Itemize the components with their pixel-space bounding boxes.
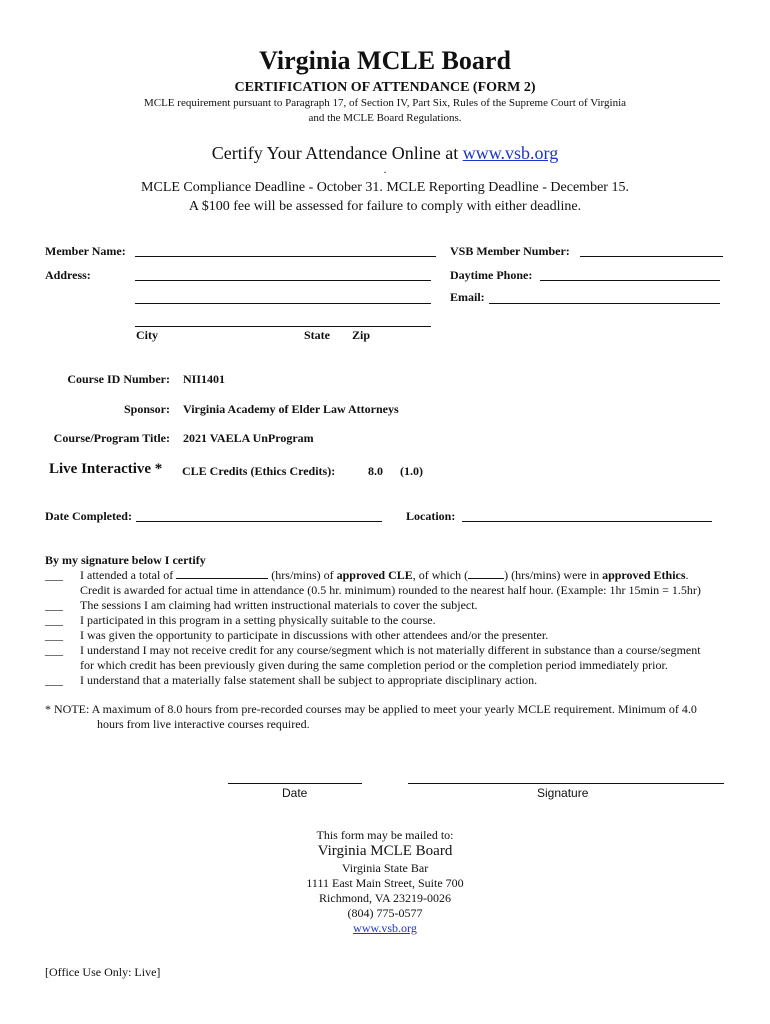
location-field[interactable] (462, 521, 712, 522)
sponsor-value: Virginia Academy of Elder Law Attorneys (183, 402, 399, 416)
deadline-line-2: A $100 fee will be assessed for failure to comply with either deadline. (188, 199, 582, 214)
certify-item-6: I understand that a materially false statement shall be subject to appropriate disciplinary action. (80, 673, 538, 687)
mail-line-2: 1111 East Main Street, Suite 700 (306, 876, 464, 890)
vsb-link[interactable]: www.vsb.org (462, 143, 559, 163)
certify-item-1-g: . (685, 568, 689, 582)
separator-dot: . (383, 164, 387, 176)
certify-item-5: I understand I may not receive credit for any course/segment which is not materially different in substance than a course/segment (80, 643, 701, 657)
certify-item-1-continued: Credit is awarded for actual time in attendance (0.5 hr. minimum) rounded to the nearest half hour. (Example: 1hr 15min = 1.5hr) (80, 583, 701, 597)
member-name-field[interactable] (135, 256, 436, 257)
member-name-label: Member Name: (45, 244, 126, 258)
checkbox-blank-4[interactable]: ___ (45, 628, 63, 642)
online-certify-text: Certify Your Attendance Online at (211, 143, 459, 163)
mail-line-3: Richmond, VA 23219-0026 (319, 891, 451, 905)
form-title: CERTIFICATION OF ATTENDANCE (FORM 2) (234, 80, 536, 95)
daytime-phone-field[interactable] (540, 280, 720, 281)
certify-item-3: I participated in this program in a setting physically suitable to the course. (80, 613, 436, 627)
certify-item-1-b: (hrs/mins) of (271, 568, 334, 582)
checkbox-blank-5[interactable]: ___ (45, 643, 63, 657)
daytime-phone-label: Daytime Phone: (450, 268, 533, 282)
office-use-note: [Office Use Only: Live] (45, 965, 161, 979)
ethics-credits-value: (1.0) (400, 464, 423, 478)
credits-value: 8.0 (368, 464, 383, 478)
requirement-line-2: and the MCLE Board Regulations. (308, 112, 462, 124)
vsb-number-label: VSB Member Number: (450, 244, 570, 258)
course-title-label: Course/Program Title: (53, 431, 170, 445)
ethics-hours-field[interactable] (468, 568, 504, 579)
certify-item-1-d: , of which ( (412, 568, 469, 582)
location-label: Location: (406, 509, 456, 523)
mail-line-1: Virginia State Bar (341, 861, 429, 875)
address-label: Address: (45, 268, 91, 282)
address-line-1-field[interactable] (135, 280, 431, 281)
date-completed-field[interactable] (136, 521, 382, 522)
certify-item-2: The sessions I am claiming had written instructional materials to cover the subject. (80, 598, 478, 612)
signature-field[interactable] (408, 783, 724, 784)
address-line-2-field[interactable] (135, 303, 431, 304)
email-field[interactable] (489, 303, 720, 304)
zip-label: Zip (352, 328, 371, 342)
sponsor-label: Sponsor: (123, 402, 170, 416)
online-certify (0, 143, 770, 164)
mail-web-link[interactable]: www.vsb.org (353, 921, 417, 935)
checkbox-blank-3[interactable]: ___ (45, 613, 63, 627)
email-label: Email: (450, 290, 485, 304)
certify-item-1-f: approved Ethics (602, 568, 686, 582)
note-line-1: * NOTE: A maximum of 8.0 hours from pre-recorded courses may be applied to meet your yearly MCLE requirement. Minimum of 4.0 (45, 702, 697, 716)
course-id-value: NII1401 (183, 372, 226, 386)
signature-label: Signature (537, 786, 589, 800)
course-title-value: 2021 VAELA UnProgram (183, 431, 314, 445)
city-label: City (136, 328, 158, 342)
date-completed-label: Date Completed: (45, 509, 132, 523)
note-line-2: hours from live interactive courses required. (97, 717, 310, 731)
signature-date-label: Date (282, 786, 308, 800)
checkbox-blank-6[interactable]: ___ (45, 673, 63, 687)
certify-item-1 (80, 568, 689, 583)
mail-intro: This form may be mailed to: (316, 828, 454, 842)
mail-web (0, 921, 770, 936)
mail-phone: (804) 775-0577 (347, 906, 423, 920)
certify-item-1-c: approved CLE (336, 568, 413, 582)
requirement-line-1: MCLE requirement pursuant to Paragraph 17, of Section IV, Part Six, Rules of the Supreme Court of Virginia (143, 97, 627, 109)
checkbox-blank-2[interactable]: ___ (45, 598, 63, 612)
credits-label: CLE Credits (Ethics Credits): (182, 464, 336, 478)
certify-heading: By my signature below I certify (45, 553, 206, 567)
vsb-number-field[interactable] (580, 256, 723, 257)
checkbox-blank-1[interactable]: ___ (45, 568, 63, 582)
signature-date-field[interactable] (228, 783, 362, 784)
city-state-zip-field[interactable] (135, 326, 431, 327)
certify-item-1-e: ) (hrs/mins) were in (504, 568, 600, 582)
state-label: State (304, 328, 330, 342)
certify-item-4: I was given the opportunity to participate in discussions with other attendees and/or the presenter. (80, 628, 549, 642)
mail-org: Virginia MCLE Board (317, 843, 453, 859)
course-format: Live Interactive * (49, 461, 163, 477)
course-id-label: Course ID Number: (67, 372, 170, 386)
deadline-line-1: MCLE Compliance Deadline - October 31. MCLE Reporting Deadline - December 15. (141, 180, 629, 195)
certify-item-5-continued: for which credit has been previously given during the same completion period or the completion period immediately prior. (80, 658, 668, 672)
page-title: Virginia MCLE Board (259, 46, 511, 75)
certify-item-1-a: I attended a total of (80, 568, 174, 582)
total-hours-field[interactable] (176, 568, 268, 579)
